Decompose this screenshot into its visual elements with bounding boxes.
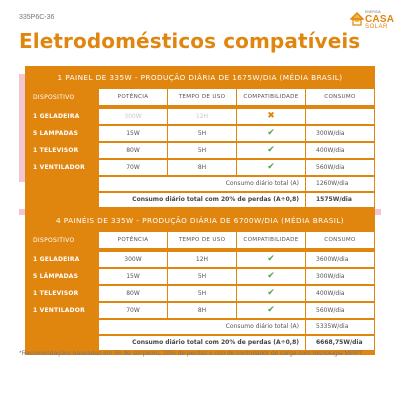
table-1-panel bbox=[25, 66, 375, 212]
header-compat: COMPATIBILIDADE bbox=[237, 232, 305, 248]
power-cell: 70W bbox=[99, 303, 167, 318]
header-consumo: CONSUMO bbox=[306, 232, 374, 248]
logo-solar-text: SOLAR bbox=[365, 23, 388, 30]
header-device: DISPOSITIVO bbox=[33, 236, 75, 244]
check-icon: ✔ bbox=[267, 270, 275, 281]
compat-cell bbox=[237, 109, 305, 124]
consumo-cell: 300W/dia bbox=[306, 269, 374, 284]
power-cell: 80W bbox=[99, 286, 167, 301]
time-cell: 12H bbox=[168, 109, 236, 124]
device-name: 1 VENTILADOR bbox=[33, 306, 85, 314]
time-cell: 8H bbox=[168, 303, 236, 318]
table-1-total-row bbox=[29, 176, 371, 191]
house-sun-icon bbox=[350, 10, 364, 26]
header-power: POTÊNCIA bbox=[99, 232, 167, 248]
table-1-title: 1 PAINEL DE 335W - PRODUÇÃO DIÁRIA DE 1675W/DIA (MÉDIA BRASIL) bbox=[57, 73, 343, 82]
consumo-cell: 400W/dia bbox=[306, 143, 374, 158]
consumo-cell: 560W/dia bbox=[306, 303, 374, 318]
check-icon: ✔ bbox=[267, 304, 275, 315]
table-row bbox=[29, 142, 371, 158]
losses-value: 1575W/dia bbox=[306, 193, 374, 207]
losses-label: Consumo diário total com 20% de perdas (A÷0,8) bbox=[99, 193, 305, 207]
device-name: 1 GELADEIRA bbox=[33, 255, 80, 263]
total-label: Consumo diário total (A) bbox=[99, 177, 305, 191]
consumo-cell: 3600W/dia bbox=[306, 252, 374, 267]
check-icon: ✔ bbox=[267, 127, 275, 138]
total-label: Consumo diário total (A) bbox=[99, 320, 305, 334]
check-icon: ✔ bbox=[267, 253, 275, 264]
table-row bbox=[29, 302, 371, 318]
total-value: 5335W/dia bbox=[306, 320, 374, 334]
footnote: *Recomendações baseadas em 5h de sol pleno, 20% de perdas e uso de controlador de carga com tecnologia MPPT. bbox=[19, 350, 364, 357]
power-cell: 15W bbox=[99, 269, 167, 284]
power-cell: 300W bbox=[99, 109, 167, 124]
total-value: 1260W/dia bbox=[306, 177, 374, 191]
time-cell: 5H bbox=[168, 126, 236, 141]
page-title: Eletrodomésticos compatíveis bbox=[19, 29, 361, 53]
logo-casa-text: CASA bbox=[365, 13, 395, 25]
table-2-total-row bbox=[29, 319, 371, 334]
power-cell: 300W bbox=[99, 252, 167, 267]
consumo-cell: 300W/dia bbox=[306, 126, 374, 141]
product-code: 335P6C-36 bbox=[19, 14, 55, 21]
time-cell: 5H bbox=[168, 143, 236, 158]
power-cell: 80W bbox=[99, 143, 167, 158]
header-compat: COMPATIBILIDADE bbox=[237, 89, 305, 105]
compat-cell bbox=[237, 303, 305, 318]
table-row bbox=[29, 268, 371, 284]
device-name: 5 LAMPADAS bbox=[33, 129, 79, 137]
device-name: 1 TELEVISOR bbox=[33, 146, 79, 154]
header-power: POTÊNCIA bbox=[99, 89, 167, 105]
device-name: 1 GELADEIRA bbox=[33, 112, 80, 120]
header-consumo: CONSUMO bbox=[306, 89, 374, 105]
table-2-header bbox=[29, 229, 371, 251]
table-1-losses-row bbox=[29, 192, 371, 207]
table-row bbox=[29, 108, 371, 124]
power-cell: 15W bbox=[99, 126, 167, 141]
table-row bbox=[29, 125, 371, 141]
header-device: DISPOSITIVO bbox=[33, 93, 75, 101]
time-cell: 8H bbox=[168, 160, 236, 175]
table-row bbox=[29, 159, 371, 175]
device-name: 1 VENTILADOR bbox=[33, 163, 85, 171]
table-2-panel bbox=[25, 209, 375, 355]
logo-small-text: ENERGIA bbox=[365, 10, 381, 14]
time-cell: 12H bbox=[168, 252, 236, 267]
power-cell: 70W bbox=[99, 160, 167, 175]
cross-icon: ✖ bbox=[267, 110, 275, 121]
losses-value: 6668,75W/dia bbox=[306, 336, 374, 350]
check-icon: ✔ bbox=[267, 287, 275, 298]
compat-cell bbox=[237, 286, 305, 301]
table-1-header bbox=[29, 86, 371, 108]
compat-cell bbox=[237, 143, 305, 158]
time-cell: 5H bbox=[168, 286, 236, 301]
check-icon: ✔ bbox=[267, 144, 275, 155]
consumo-cell: 560W/dia bbox=[306, 160, 374, 175]
check-icon: ✔ bbox=[267, 161, 275, 172]
compat-cell bbox=[237, 269, 305, 284]
time-cell: 5H bbox=[168, 269, 236, 284]
losses-label: Consumo diário total com 20% de perdas (A÷0,8) bbox=[99, 336, 305, 350]
table-2-title: 4 PAINÉIS DE 335W - PRODUÇÃO DIÁRIA DE 6700W/DIA (MÉDIA BRASIL) bbox=[55, 216, 345, 225]
device-name: 5 LÂMPADAS bbox=[33, 272, 79, 280]
header-time: TEMPO DE USO bbox=[168, 89, 236, 105]
table-row bbox=[29, 251, 371, 267]
table-row bbox=[29, 285, 371, 301]
consumo-cell: 400W/dia bbox=[306, 286, 374, 301]
compat-cell bbox=[237, 126, 305, 141]
consumo-cell bbox=[306, 109, 374, 124]
header-time: TEMPO DE USO bbox=[168, 232, 236, 248]
compat-cell bbox=[237, 160, 305, 175]
compat-cell bbox=[237, 252, 305, 267]
device-name: 1 TELEVISOR bbox=[33, 289, 79, 297]
table-2-losses-row bbox=[29, 335, 371, 350]
